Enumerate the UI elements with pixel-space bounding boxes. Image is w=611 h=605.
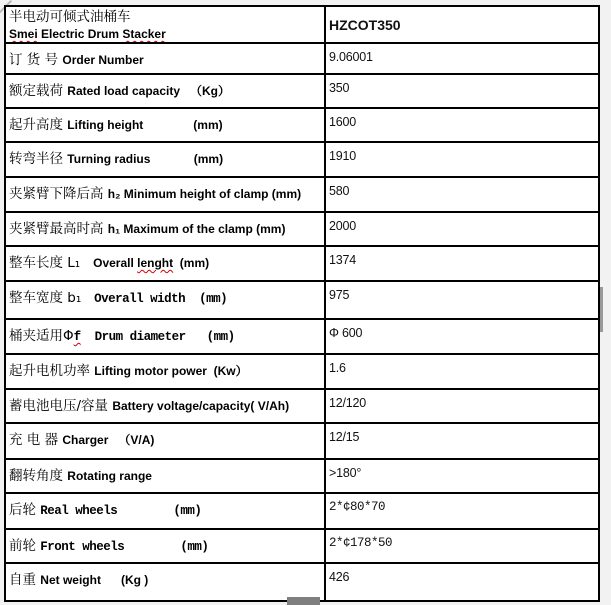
spec-label-zh: 夹紧臂最高时高 [9,221,108,237]
spec-label [6,390,324,422]
spec-label-en: Rated load capacity （Kg） [67,84,231,98]
table-row [6,44,598,75]
spec-label [6,424,324,458]
spec-value: 12/15 [324,424,598,458]
spec-value: 975 [324,282,598,318]
spec-label [6,109,324,141]
spec-label-en: Overall width (mm) [94,292,228,306]
spec-label [6,282,324,318]
model-number: HZCOT350 [324,7,598,42]
spec-value: 580 [324,178,598,211]
table-row [6,564,598,600]
spec-label-en-misspelled: lenght [137,256,174,270]
spec-label-zh: 翻转角度 [9,468,68,484]
spec-label-zh: 蓄电池电压/容量 [9,398,113,414]
spec-label-en: Charger （V/A) [62,433,155,447]
spec-label-en: h₁ Maximum of the clamp (mm) [107,222,286,236]
spec-label-zh: 前轮 [9,538,41,554]
table-row [6,320,598,355]
spec-label [6,564,324,600]
spec-label-en: Drum diameter (mm) [80,330,235,344]
spec-table [4,5,600,602]
table-row [6,424,598,460]
spec-label-zh: 起升高度 [9,117,68,133]
product-title-en-word: Electric Drum [37,27,123,41]
spec-label [6,530,324,562]
spec-value: 12/120 [324,390,598,422]
table-row [6,282,598,320]
spec-label [6,320,324,353]
table-row [6,247,598,282]
spec-label-zh: 整车宽度 b₁ [9,290,95,306]
table-header-row [6,7,598,44]
spec-label [6,460,324,492]
scrollbar-right-fragment[interactable] [600,287,603,332]
table-row [6,460,598,494]
spec-value: 1.6 [324,355,598,388]
spec-label-en: Order Number [62,53,144,67]
product-title-zh: 半电动可倾式油桶车 [9,9,131,25]
product-title-en [9,26,322,42]
spec-label-zh: 夹紧臂下降后高 [9,186,108,202]
scrollbar-thumb-fragment[interactable] [287,597,320,605]
spec-label-en: (mm) [173,256,210,270]
product-title-cell [6,7,324,42]
spec-label-en: Lifting height (mm) [67,118,223,132]
spec-label [6,355,324,388]
product-title-en-word: Smei [9,27,38,41]
table-row [6,143,598,178]
spec-label-zh: 起升电机功率 [9,363,95,379]
spec-value: 1600 [324,109,598,141]
table-row [6,390,598,424]
spec-label [6,178,324,211]
spec-label-en: Turning radius (mm) [67,152,224,166]
spec-label-zh: 整车长度 L₁ [9,255,94,271]
spec-label-en: Net weight (Kg ) [40,573,149,587]
table-row [6,494,598,530]
spec-label-en: Battery voltage/capacity( V/Ah) [112,399,290,413]
spec-label [6,247,324,280]
spec-label-en: Overall [93,256,138,270]
spec-label-en: Lifting motor power (Kw） [94,364,248,378]
spec-label-zh: 自重 [9,572,41,588]
spec-label-zh: 充 电 器 [9,432,63,448]
spec-value: >180° [324,460,598,492]
table-row [6,355,598,390]
spec-label-zh: 转弯半径 [9,151,68,167]
spec-label-en: Rotating range [67,469,152,483]
spec-value: 9.06001 [324,44,598,73]
spec-label [6,494,324,528]
spec-label [6,213,324,245]
table-row [6,75,598,109]
spec-value: 2*¢178*50 [324,530,598,562]
spec-label-en: h₂ Minimum height of clamp (mm) [107,187,302,201]
table-row [6,213,598,247]
table-row [6,178,598,213]
spec-label-zh: 后轮 [9,502,41,518]
spec-label-zh: 额定载荷 [9,83,68,99]
spec-label-en: Real wheels (mm) [40,504,202,518]
spec-value: 1374 [324,247,598,280]
spec-value: 1910 [324,143,598,176]
spec-label [6,44,324,73]
spec-label-en: Front wheels (mm) [40,540,209,554]
spec-label [6,143,324,176]
spec-label-zh: 桶夹适用Φ [9,328,74,344]
spec-label-zh: 订 货 号 [9,52,63,68]
spec-value: 2*¢80*70 [324,494,598,528]
product-title-en-word: Stacker [122,27,166,41]
spec-label [6,75,324,107]
spec-value: Φ 600 [324,320,598,353]
table-row [6,530,598,564]
spec-label-en-misspelled: f [73,330,81,344]
table-row [6,109,598,143]
spec-value: 350 [324,75,598,107]
spec-value: 426 [324,564,598,600]
spec-value: 2000 [324,213,598,245]
